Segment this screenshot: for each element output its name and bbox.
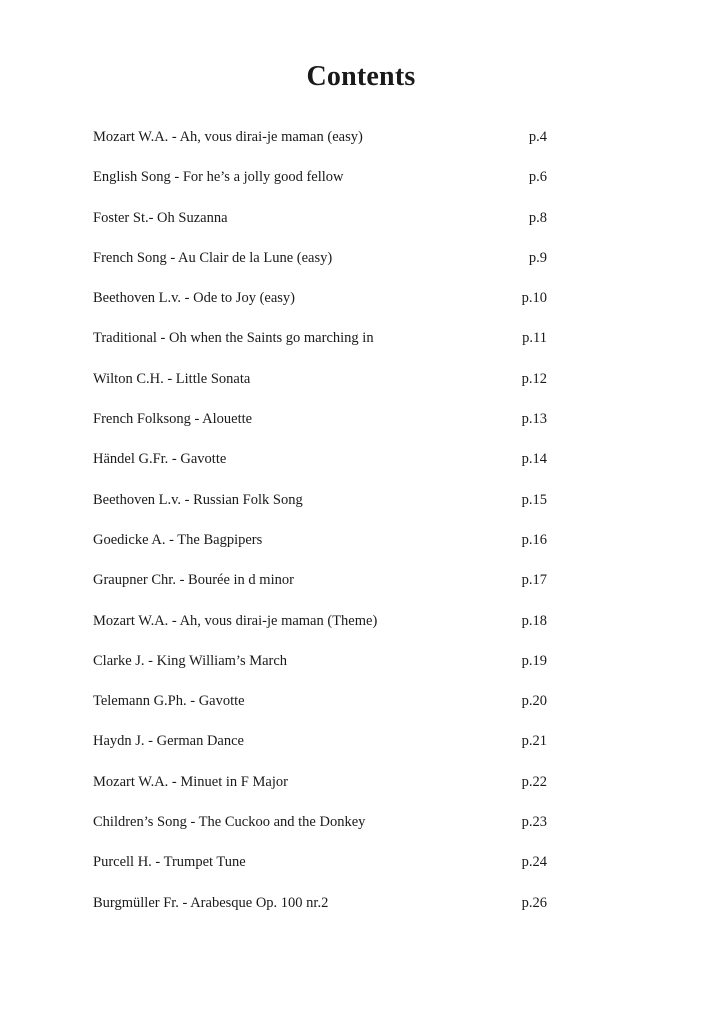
toc-entry-title: Graupner Chr. - Bourée in d minor xyxy=(93,572,294,589)
toc-entry xyxy=(93,811,547,851)
toc-entry-page: p.8 xyxy=(528,209,547,226)
toc-entry xyxy=(93,851,547,891)
toc-entry-title: Haydn J. - German Dance xyxy=(93,733,244,750)
toc-entry xyxy=(93,408,547,448)
toc-entry-title: Beethoven L.v. - Russian Folk Song xyxy=(93,491,303,508)
toc-entry-title: Händel G.Fr. - Gavotte xyxy=(93,451,227,468)
toc-entry-page: p.16 xyxy=(521,531,547,548)
toc-entry xyxy=(93,247,547,287)
toc-entry xyxy=(93,690,547,730)
toc-entry xyxy=(93,529,547,569)
toc-entry-title: French Song - Au Clair de la Lune (easy) xyxy=(93,249,333,266)
toc-entry xyxy=(93,650,547,690)
toc-entry xyxy=(93,327,547,367)
toc-entry-title: Mozart W.A. - Minuet in F Major xyxy=(93,773,288,790)
toc-entry-title: Wilton C.H. - Little Sonata xyxy=(93,370,251,387)
toc-entry-page: p.23 xyxy=(521,814,547,831)
toc-entry xyxy=(93,569,547,609)
toc-entry-page: p.26 xyxy=(521,894,547,911)
toc-entry-page: p.11 xyxy=(522,330,547,347)
toc-entry xyxy=(93,368,547,408)
toc-entry-title: Burgmüller Fr. - Arabesque Op. 100 nr.2 xyxy=(93,894,329,911)
toc-entry xyxy=(93,610,547,650)
toc-entry xyxy=(93,730,547,770)
toc-entry-page: p.24 xyxy=(521,854,547,871)
toc-entry-page: p.17 xyxy=(521,572,547,589)
toc-entry-page: p.19 xyxy=(521,652,547,669)
toc-entry xyxy=(93,489,547,529)
toc-entry-title: Clarke J. - King William’s March xyxy=(93,652,288,669)
toc-entry xyxy=(93,892,547,932)
toc-entry-title: Traditional - Oh when the Saints go marching in xyxy=(93,330,374,347)
toc-entry xyxy=(93,126,547,166)
toc-entry-page: p.13 xyxy=(521,411,547,428)
toc-entry-page: p.14 xyxy=(521,451,547,468)
toc-entry-title: Telemann G.Ph. - Gavotte xyxy=(93,693,245,710)
toc-entry-title: Children’s Song - The Cuckoo and the Donkey xyxy=(93,814,366,831)
page-title: Contents xyxy=(306,60,416,92)
toc-entry-title: Mozart W.A. - Ah, vous dirai-je maman (easy) xyxy=(93,129,363,145)
toc-entry-title: Mozart W.A. - Ah, vous dirai-je maman (Theme) xyxy=(93,612,378,629)
toc-entry xyxy=(93,207,547,247)
toc-entry-page: p.9 xyxy=(528,249,547,266)
toc-entry-title: Foster St.- Oh Suzanna xyxy=(93,209,228,226)
toc-entry-title: Beethoven L.v. - Ode to Joy (easy) xyxy=(93,290,296,307)
toc-entry-title: Goedicke A. - The Bagpipers xyxy=(93,531,263,548)
toc-entry-page: p.10 xyxy=(521,290,547,307)
toc-entry-page: p.18 xyxy=(521,612,547,629)
toc-entry-title: French Folksong - Alouette xyxy=(93,411,253,428)
toc-entry-page: p.6 xyxy=(528,169,547,186)
table-of-contents xyxy=(93,126,547,932)
toc-entry xyxy=(93,448,547,488)
toc-entry xyxy=(93,287,547,327)
toc-entry-page: p.20 xyxy=(521,693,547,710)
toc-entry-page: p.22 xyxy=(521,773,547,790)
toc-entry-title: English Song - For he’s a jolly good fellow xyxy=(93,169,344,186)
toc-entry xyxy=(93,771,547,811)
toc-entry xyxy=(93,166,547,206)
toc-entry-page: p.21 xyxy=(521,733,547,750)
toc-entry-title: Purcell H. - Trumpet Tune xyxy=(93,854,246,871)
toc-entry-page: p.12 xyxy=(521,370,547,387)
toc-entry-page: p.15 xyxy=(521,491,547,508)
toc-entry-page: p.4 xyxy=(528,129,547,145)
